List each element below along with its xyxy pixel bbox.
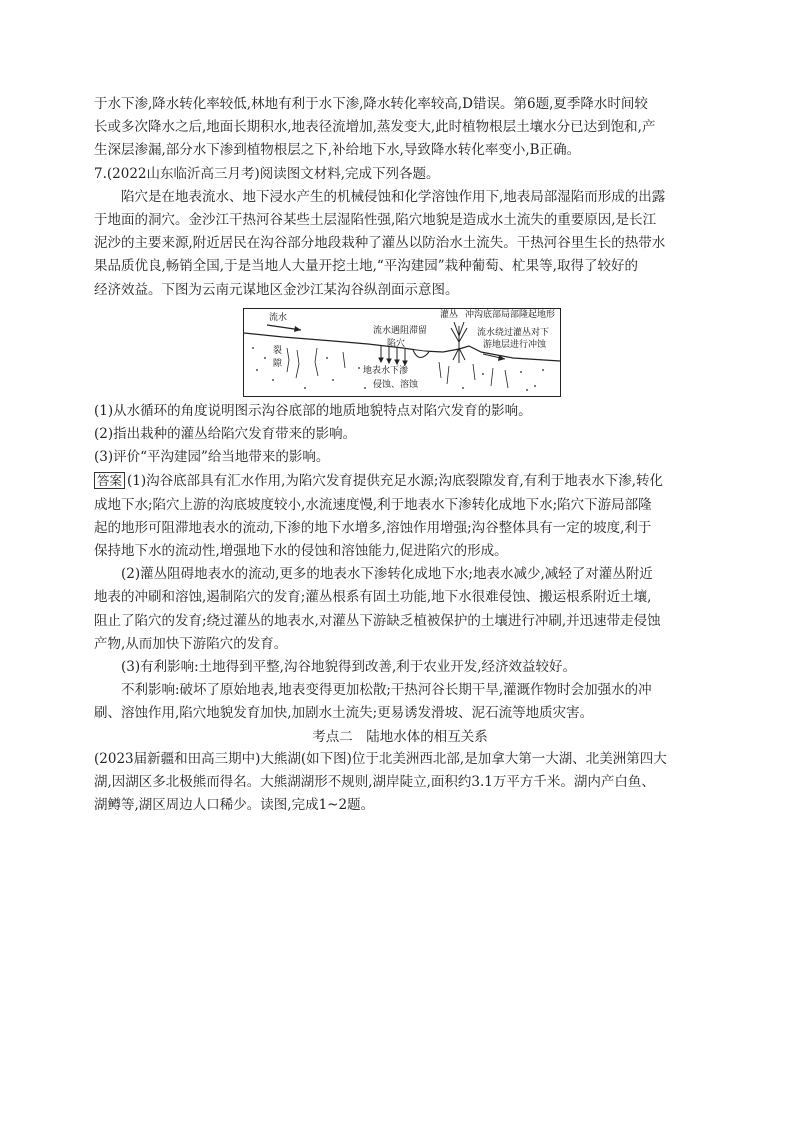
text-line: 地表的冲刷和溶蚀,遏制陷穴的发育;灌丛根系有固土功能,地下水很难侵蚀、搬运根系附近土壤, [94, 589, 652, 606]
text-line: (2)灌丛阻碍地表水的流动,更多的地表水下渗转化成地下水;地表水减少,减轻了对灌丛附近 [121, 566, 653, 583]
question-7-header: 7.(2022山东临沂高三月考)阅读图文材料,完成下列各题。 [94, 165, 440, 182]
label-erosion: 侵蚀、溶蚀 [373, 379, 419, 390]
label-sinkhole: 陷穴 [387, 338, 406, 349]
label-flow-around-1: 流水绕过灌丛对下 [477, 327, 550, 338]
subquestion-2: (2)指出栽种的灌丛给陷穴发育带来的影响。 [94, 426, 357, 443]
text-line: 保持地下水的流动性,增强地下水的侵蚀和溶蚀能力,促进陷穴的形成。 [94, 543, 508, 560]
label-flow-around-2: 游地层进行冲蚀 [483, 339, 547, 350]
text-line: 产物,从而加快下游陷穴的发育。 [94, 635, 288, 652]
text-line: 经济效益。下图为云南元谋地区金沙江某沟谷纵剖面示意图。 [94, 281, 459, 298]
text-line: (2023届新疆和田高三期中)大熊湖(如下图)位于北美洲西北部,是加拿大第一大湖、北美洲第四大 [94, 750, 667, 767]
subquestion-1: (1)从水循环的角度说明图示沟谷底部的地质地貌特点对陷穴发育的影响。 [94, 402, 532, 419]
answer-block [94, 469, 706, 725]
text-line [94, 469, 706, 493]
label-crack-1: 裂 [273, 345, 283, 356]
text-line: 于地面的洞穴。金沙江干热河谷某些土层湿陷性强,陷穴地貌是造成水土流失的重要原因,是长江 [94, 212, 657, 229]
question-7-passage [94, 186, 706, 302]
page-content [94, 93, 706, 817]
section-title: 考点二 陆地水体的相互关系 [312, 728, 488, 745]
text-line: 长或多次降水之后,地面长期积水,地表径流增加,蒸发变大,此时植物根层土壤水分已达到饱和,产 [94, 119, 656, 136]
text-line: 起的地形可阻滞地表水的流动,下渗的地下水增多,溶蚀作用增强;沟谷整体具有一定的坡度,利于 [94, 519, 652, 536]
text-line: 刷、溶蚀作用,陷穴地貌发育加快,加剧水土流失;更易诱发滑坡、泥石流等地质灾害。 [94, 705, 594, 722]
answer-1-line: (1)沟谷底部具有汇水作用,为陷穴发育提供充足水源;沟底裂隙发育,有利于地表水下渗,转化 [127, 473, 664, 490]
label-seepage: 地表水下渗 [363, 365, 409, 376]
text-line: 果品质优良,畅销全国,于是当地人大量开挖土地,“平沟建园”栽种葡萄、杧果等,取得了较好的 [94, 258, 638, 275]
label-raised-terrain: 冲沟底部局部隆起地形 [465, 309, 556, 320]
subquestion-3: (3)评价“平沟建园”给当地带来的影响。 [94, 449, 330, 466]
text-line: 湖鳟等,湖区周边人口稀少。读图,完成1~2题。 [94, 797, 375, 814]
answer-tag: 答案 [94, 472, 125, 489]
text-line: 陷穴是在地表流水、地下浸水产生的机械侵蚀和化学溶蚀作用下,地表局部湿陷而形成的出露 [121, 188, 666, 205]
label-flow: 流水 [269, 312, 288, 323]
text-line: 不利影响:破坏了原始地表,地表变得更加松散;干热河谷长期干旱,灌溉作物时会加强水的冲 [121, 682, 652, 699]
text-line: 阻止了陷穴的发育;绕过灌丛的地表水,对灌丛下游缺乏植被保护的土壤进行冲刷,并迅速带走侵蚀 [94, 612, 661, 629]
intro-paragraph [94, 93, 706, 163]
text-line: (3)有利影响:土地得到平整,沟谷地貌得到改善,利于农业开发,经济效益较好。 [121, 659, 577, 676]
gully-profile-diagram [243, 308, 561, 397]
text-line: 于水下渗,降水转化率较低,林地有利于水下渗,降水转化率较高,D错误。第6题,夏季降水时间较 [94, 96, 648, 112]
section-intro [94, 748, 706, 818]
text-line: 成地下水;陷穴上游的沟底坡度较小,水流速度慢,利于地表水下渗转化成地下水;陷穴下游局部隆 [94, 496, 652, 513]
label-crack-2: 隙 [273, 358, 283, 369]
question-7-subquestions [94, 400, 706, 470]
text-line: 生深层渗漏,部分水下渗到植物根层之下,补给地下水,导致降水转化率变小,B正确。 [94, 142, 581, 159]
text-line: 湖,因湖区多北极熊而得名。大熊湖湖形不规则,湖岸陡立,面积约3.1万平方千米。湖内产白鱼、 [94, 773, 655, 790]
label-shrub: 灌丛 [440, 309, 459, 320]
text-line: 泥沙的主要来源,附近居民在沟谷部分地段栽种了灌丛以防治水土流失。干热河谷里生长的热带水 [94, 235, 666, 252]
label-flow-blocked: 流水遇阻滞留 [373, 325, 428, 336]
